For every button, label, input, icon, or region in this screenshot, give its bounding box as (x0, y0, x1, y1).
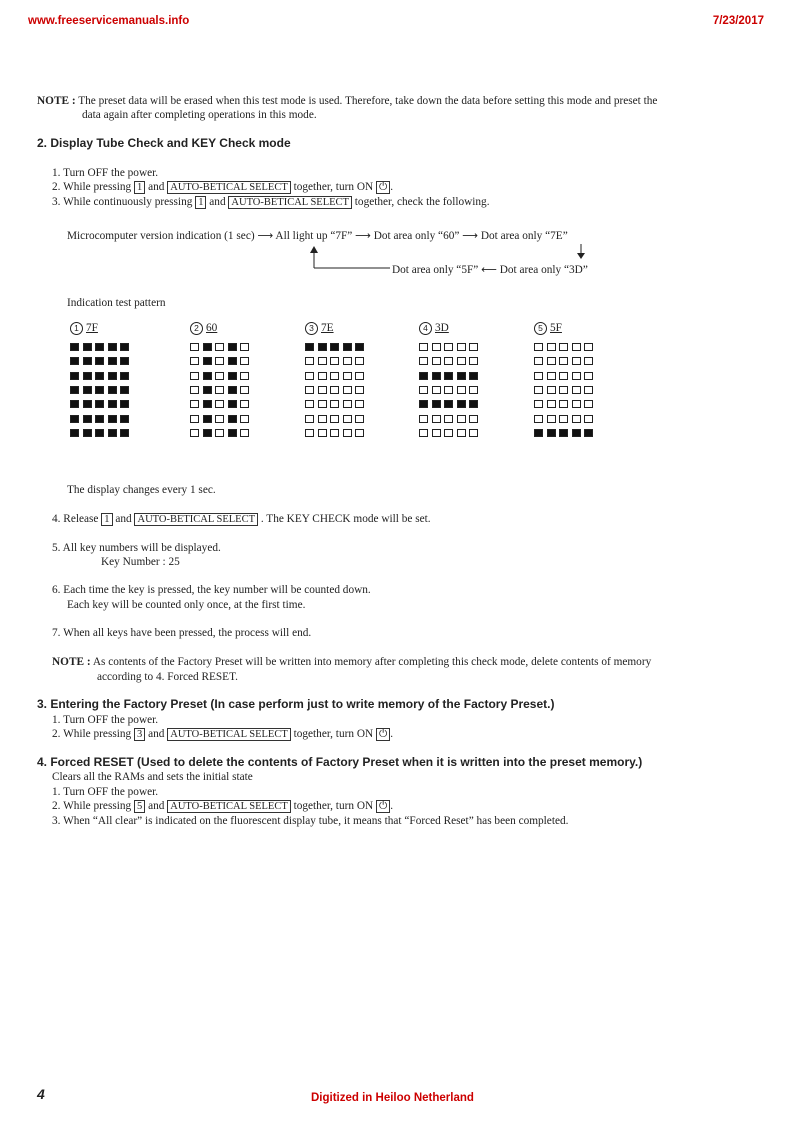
s2-step-5: 5. All key numbers will be displayed. (52, 542, 221, 554)
unlit-dot (559, 386, 568, 394)
note-text-2: data again after completing operations in this mode. (82, 109, 317, 121)
lit-dot (534, 429, 543, 437)
s2-step-3 (52, 195, 490, 209)
lit-dot (95, 415, 104, 423)
unlit-dot (572, 415, 581, 423)
lit-dot (457, 400, 466, 408)
right-arrow-icon: ⟶ (257, 229, 274, 242)
lit-dot (469, 400, 478, 408)
lit-dot (228, 400, 237, 408)
pattern-row (305, 397, 364, 411)
unlit-dot (330, 372, 339, 380)
lit-dot (572, 429, 581, 437)
unlit-dot (559, 400, 568, 408)
pattern-grid (419, 340, 478, 440)
unlit-dot (432, 415, 441, 423)
note-label: NOTE : (52, 656, 91, 668)
unlit-dot (419, 386, 428, 394)
unlit-dot (584, 357, 593, 365)
unlit-dot (355, 400, 364, 408)
lit-dot (83, 357, 92, 365)
unlit-dot (355, 415, 364, 423)
pattern-row (305, 340, 364, 354)
lit-dot (228, 343, 237, 351)
lit-dot (355, 343, 364, 351)
unlit-dot (572, 386, 581, 394)
unlit-dot (547, 357, 556, 365)
unlit-dot (215, 372, 224, 380)
and-text: and (148, 181, 165, 193)
auto-betical-select-box: AUTO-BETICAL SELECT (228, 196, 352, 209)
lit-dot (432, 372, 441, 380)
unlit-dot (355, 372, 364, 380)
lit-dot (70, 343, 79, 351)
lit-dot (108, 372, 117, 380)
unlit-dot (457, 386, 466, 394)
lit-dot (70, 415, 79, 423)
lit-dot (584, 429, 593, 437)
pattern-row (305, 354, 364, 368)
unlit-dot (343, 415, 352, 423)
pattern-row (305, 426, 364, 440)
lit-dot (95, 372, 104, 380)
unlit-dot (419, 415, 428, 423)
pattern-row (190, 354, 249, 368)
lit-dot (457, 372, 466, 380)
page-number: 4 (37, 1086, 45, 1102)
unlit-dot (584, 415, 593, 423)
unlit-dot (432, 357, 441, 365)
pattern-row (419, 426, 478, 440)
lit-dot (203, 400, 212, 408)
lit-dot (83, 343, 92, 351)
unlit-dot (305, 386, 314, 394)
pattern-label: 4 3D (419, 322, 478, 335)
lit-dot (120, 343, 129, 351)
lit-dot (83, 415, 92, 423)
unlit-dot (215, 400, 224, 408)
flow-line-2 (392, 263, 588, 277)
lit-dot (330, 343, 339, 351)
pattern-2 (190, 322, 249, 440)
unlit-dot (534, 386, 543, 394)
unlit-dot (330, 357, 339, 365)
pattern-grid (534, 340, 593, 440)
s2-step-4: 4. Release 1 and AUTO-BETICAL SELECT . The KEY CHECK mode will be set. (52, 513, 431, 525)
lit-dot (203, 415, 212, 423)
unlit-dot (444, 343, 453, 351)
pattern-5 (534, 322, 593, 440)
unlit-dot (240, 343, 249, 351)
pattern-row (70, 426, 129, 440)
pattern-row (534, 369, 593, 383)
pattern-row (190, 383, 249, 397)
unlit-dot (215, 343, 224, 351)
unlit-dot (330, 429, 339, 437)
flow-step-micro: Microcomputer version indication (1 sec) (67, 230, 255, 242)
unlit-dot (305, 429, 314, 437)
power-icon: ⏻ (376, 728, 390, 741)
right-arrow-icon: ⟶ (355, 229, 371, 242)
unlit-dot (469, 343, 478, 351)
pattern-row (305, 383, 364, 397)
lit-dot (108, 400, 117, 408)
s2-step-6b: Each key will be counted only once, at the first time. (67, 599, 306, 611)
header-date: 7/23/2017 (712, 15, 764, 27)
site-url: www.freeservicemanuals.info (28, 15, 190, 27)
s2-step-6: 6. Each time the key is pressed, the key number will be counted down. (52, 584, 371, 596)
unlit-dot (547, 372, 556, 380)
lit-dot (70, 386, 79, 394)
unlit-dot (419, 357, 428, 365)
unlit-dot (215, 429, 224, 437)
auto-betical-select-box: AUTO-BETICAL SELECT (167, 800, 291, 813)
unlit-dot (457, 415, 466, 423)
unlit-dot (457, 429, 466, 437)
unlit-dot (469, 415, 478, 423)
unlit-dot (469, 386, 478, 394)
unlit-dot (330, 386, 339, 394)
lit-dot (83, 400, 92, 408)
s2-step-2: 2. While pressing 1 and AUTO-BETICAL SELECT together, turn ON ⏻ . (52, 181, 394, 193)
lit-dot (228, 429, 237, 437)
unlit-dot (190, 357, 199, 365)
flow-step-7f: All light up “7F” (275, 230, 353, 242)
s2-step-1: 1. Turn OFF the power. (52, 167, 159, 179)
lit-dot (95, 386, 104, 394)
s4-step-2: 2. While pressing 5 and AUTO-BETICAL SELECT together, turn ON ⏻ . (52, 800, 394, 812)
unlit-dot (343, 400, 352, 408)
unlit-dot (572, 357, 581, 365)
unlit-dot (572, 343, 581, 351)
note-text: The preset data will be erased when this test mode is used. Therefore, take down the data before setting this mode and preset the (78, 95, 658, 107)
unlit-dot (469, 429, 478, 437)
section-3-title: 3. Entering the Factory Preset (In case perform just to write memory of the Factory Preset.) (37, 697, 555, 711)
unlit-dot (572, 400, 581, 408)
unlit-dot (343, 357, 352, 365)
pattern-row (190, 340, 249, 354)
pattern-row (305, 411, 364, 425)
unlit-dot (547, 400, 556, 408)
key-1-box: 1 (134, 181, 145, 194)
pattern-row (534, 426, 593, 440)
unlit-dot (559, 357, 568, 365)
unlit-dot (240, 429, 249, 437)
lit-dot (70, 429, 79, 437)
unlit-dot (305, 372, 314, 380)
pattern-row (419, 369, 478, 383)
lit-dot (228, 372, 237, 380)
pattern-label: 3 7E (305, 322, 364, 335)
lit-dot (203, 357, 212, 365)
unlit-dot (190, 343, 199, 351)
unlit-dot (190, 429, 199, 437)
key-5-box: 5 (134, 800, 145, 813)
unlit-dot (305, 415, 314, 423)
lit-dot (305, 343, 314, 351)
key-1-box: 1 (101, 513, 112, 526)
lit-dot (70, 400, 79, 408)
pattern-row (534, 340, 593, 354)
unlit-dot (318, 415, 327, 423)
flow-step-60: Dot area only “60” (373, 230, 460, 242)
section-4-title: 4. Forced RESET (Used to delete the contents of Factory Preset when it is written into the preset memory.) (37, 755, 643, 769)
unlit-dot (190, 415, 199, 423)
lit-dot (203, 372, 212, 380)
auto-betical-select-box: AUTO-BETICAL SELECT (167, 728, 291, 741)
pattern-grid (305, 340, 364, 440)
unlit-dot (419, 429, 428, 437)
lit-dot (95, 343, 104, 351)
lit-dot (203, 343, 212, 351)
unlit-dot (534, 357, 543, 365)
unlit-dot (534, 415, 543, 423)
s3-step-1: 1. Turn OFF the power. (52, 714, 159, 726)
unlit-dot (318, 372, 327, 380)
unlit-dot (444, 429, 453, 437)
unlit-dot (240, 372, 249, 380)
lit-dot (419, 372, 428, 380)
pattern-row (419, 411, 478, 425)
and-text: and (209, 196, 226, 208)
lit-dot (203, 429, 212, 437)
section-2-title: 2. Display Tube Check and KEY Check mode (37, 136, 291, 150)
unlit-dot (240, 386, 249, 394)
unlit-dot (343, 386, 352, 394)
unlit-dot (190, 386, 199, 394)
pattern-label: 2 60 (190, 322, 249, 335)
unlit-dot (584, 372, 593, 380)
pattern-label: 1 7F (70, 322, 129, 335)
auto-betical-select-box: AUTO-BETICAL SELECT (167, 181, 291, 194)
pattern-row (70, 340, 129, 354)
unlit-dot (559, 343, 568, 351)
s4-intro: Clears all the RAMs and sets the initial state (52, 771, 253, 783)
lit-dot (444, 400, 453, 408)
left-arrow-icon: ⟵ (481, 263, 497, 276)
unlit-dot (240, 400, 249, 408)
right-arrow-icon: ⟶ (462, 229, 478, 242)
unlit-dot (318, 386, 327, 394)
pattern-row (70, 369, 129, 383)
pattern-row (534, 411, 593, 425)
note-2-line-2: according to 4. Forced RESET. (97, 671, 238, 683)
unlit-dot (190, 372, 199, 380)
flow-step-3d: Dot area only “3D” (499, 264, 588, 276)
unlit-dot (343, 429, 352, 437)
lit-dot (469, 372, 478, 380)
pattern-row (419, 397, 478, 411)
lit-dot (108, 343, 117, 351)
lit-dot (419, 400, 428, 408)
pattern-row (190, 411, 249, 425)
pattern-1 (70, 322, 129, 440)
flow-line-1 (67, 229, 568, 243)
unlit-dot (432, 386, 441, 394)
lit-dot (547, 429, 556, 437)
pattern-row (305, 369, 364, 383)
lit-dot (228, 386, 237, 394)
note-2: NOTE : As contents of the Factory Preset will be written into memory after completing this check mode, delete contents of memory (52, 656, 652, 668)
s2-step-3-post: together, check the following. (354, 196, 490, 208)
lit-dot (95, 429, 104, 437)
lit-dot (95, 357, 104, 365)
unlit-dot (547, 415, 556, 423)
unlit-dot (330, 400, 339, 408)
unlit-dot (559, 415, 568, 423)
s2-step-2-pre: 2. While pressing (52, 181, 132, 193)
unlit-dot (457, 343, 466, 351)
pattern-row (70, 397, 129, 411)
auto-betical-select-box: AUTO-BETICAL SELECT (134, 513, 258, 526)
lit-dot (70, 372, 79, 380)
lit-dot (120, 357, 129, 365)
s2-step-2-post: together, turn ON (293, 181, 374, 193)
lit-dot (120, 429, 129, 437)
unlit-dot (584, 343, 593, 351)
unlit-dot (343, 372, 352, 380)
unlit-dot (547, 386, 556, 394)
flow-step-5f: Dot area only “5F” (392, 264, 479, 276)
unlit-dot (572, 372, 581, 380)
pattern-4 (419, 322, 478, 440)
lit-dot (444, 372, 453, 380)
pattern-row (190, 426, 249, 440)
pattern-row (70, 354, 129, 368)
lit-dot (108, 386, 117, 394)
lit-dot (228, 357, 237, 365)
unlit-dot (240, 357, 249, 365)
pattern-row (534, 397, 593, 411)
lit-dot (343, 343, 352, 351)
note-top (37, 94, 657, 108)
pattern-row (190, 397, 249, 411)
lit-dot (108, 429, 117, 437)
unlit-dot (240, 415, 249, 423)
pattern-3 (305, 322, 364, 440)
pattern-label: 5 5F (534, 322, 593, 335)
pattern-row (70, 411, 129, 425)
unlit-dot (355, 429, 364, 437)
lit-dot (83, 386, 92, 394)
unlit-dot (559, 372, 568, 380)
s3-step-2: 2. While pressing 3 and AUTO-BETICAL SELECT together, turn ON ⏻ . (52, 728, 394, 740)
unlit-dot (330, 415, 339, 423)
lit-dot (203, 386, 212, 394)
lit-dot (120, 386, 129, 394)
unlit-dot (534, 343, 543, 351)
lit-dot (83, 372, 92, 380)
unlit-dot (457, 357, 466, 365)
key-number: Key Number : 25 (101, 556, 180, 568)
lit-dot (432, 400, 441, 408)
pattern-grid (190, 340, 249, 440)
pattern-row (70, 383, 129, 397)
pattern-row (419, 340, 478, 354)
lit-dot (120, 372, 129, 380)
lit-dot (318, 343, 327, 351)
unlit-dot (534, 400, 543, 408)
lit-dot (83, 429, 92, 437)
pattern-title: Indication test pattern (67, 297, 166, 309)
pattern-row (190, 369, 249, 383)
lit-dot (120, 415, 129, 423)
flow-step-7e: Dot area only “7E” (480, 230, 568, 242)
pattern-row (419, 354, 478, 368)
lit-dot (70, 357, 79, 365)
unlit-dot (215, 386, 224, 394)
lit-dot (559, 429, 568, 437)
unlit-dot (305, 400, 314, 408)
unlit-dot (318, 357, 327, 365)
unlit-dot (215, 415, 224, 423)
unlit-dot (584, 400, 593, 408)
unlit-dot (444, 386, 453, 394)
lit-dot (228, 415, 237, 423)
unlit-dot (318, 400, 327, 408)
pattern-grid (70, 340, 129, 440)
unlit-dot (444, 357, 453, 365)
digitized-credit: Digitized in Heiloo Netherland (311, 1092, 474, 1104)
unlit-dot (432, 343, 441, 351)
unlit-dot (355, 386, 364, 394)
key-3-box: 3 (134, 728, 145, 741)
note-label: NOTE : (37, 95, 76, 107)
unlit-dot (469, 357, 478, 365)
unlit-dot (419, 343, 428, 351)
unlit-dot (355, 357, 364, 365)
lit-dot (95, 400, 104, 408)
s2-step-7: 7. When all keys have been pressed, the process will end. (52, 627, 312, 639)
changes-text: The display changes every 1 sec. (67, 484, 216, 496)
unlit-dot (547, 343, 556, 351)
lit-dot (120, 400, 129, 408)
pattern-row (419, 383, 478, 397)
pattern-row (534, 354, 593, 368)
unlit-dot (534, 372, 543, 380)
unlit-dot (318, 429, 327, 437)
unlit-dot (215, 357, 224, 365)
s4-step-1: 1. Turn OFF the power. (52, 786, 159, 798)
unlit-dot (305, 357, 314, 365)
power-icon: ⏻ (376, 181, 390, 194)
unlit-dot (432, 429, 441, 437)
pattern-row (534, 383, 593, 397)
s4-step-3: 3. When “All clear” is indicated on the fluorescent display tube, it means that “Forced Reset” has been completed. (52, 815, 569, 827)
s2-step-3-pre: 3. While continuously pressing (52, 196, 193, 208)
lit-dot (108, 357, 117, 365)
unlit-dot (444, 415, 453, 423)
lit-dot (108, 415, 117, 423)
power-icon: ⏻ (376, 800, 390, 813)
unlit-dot (190, 400, 199, 408)
key-1-box: 1 (195, 196, 206, 209)
unlit-dot (584, 386, 593, 394)
